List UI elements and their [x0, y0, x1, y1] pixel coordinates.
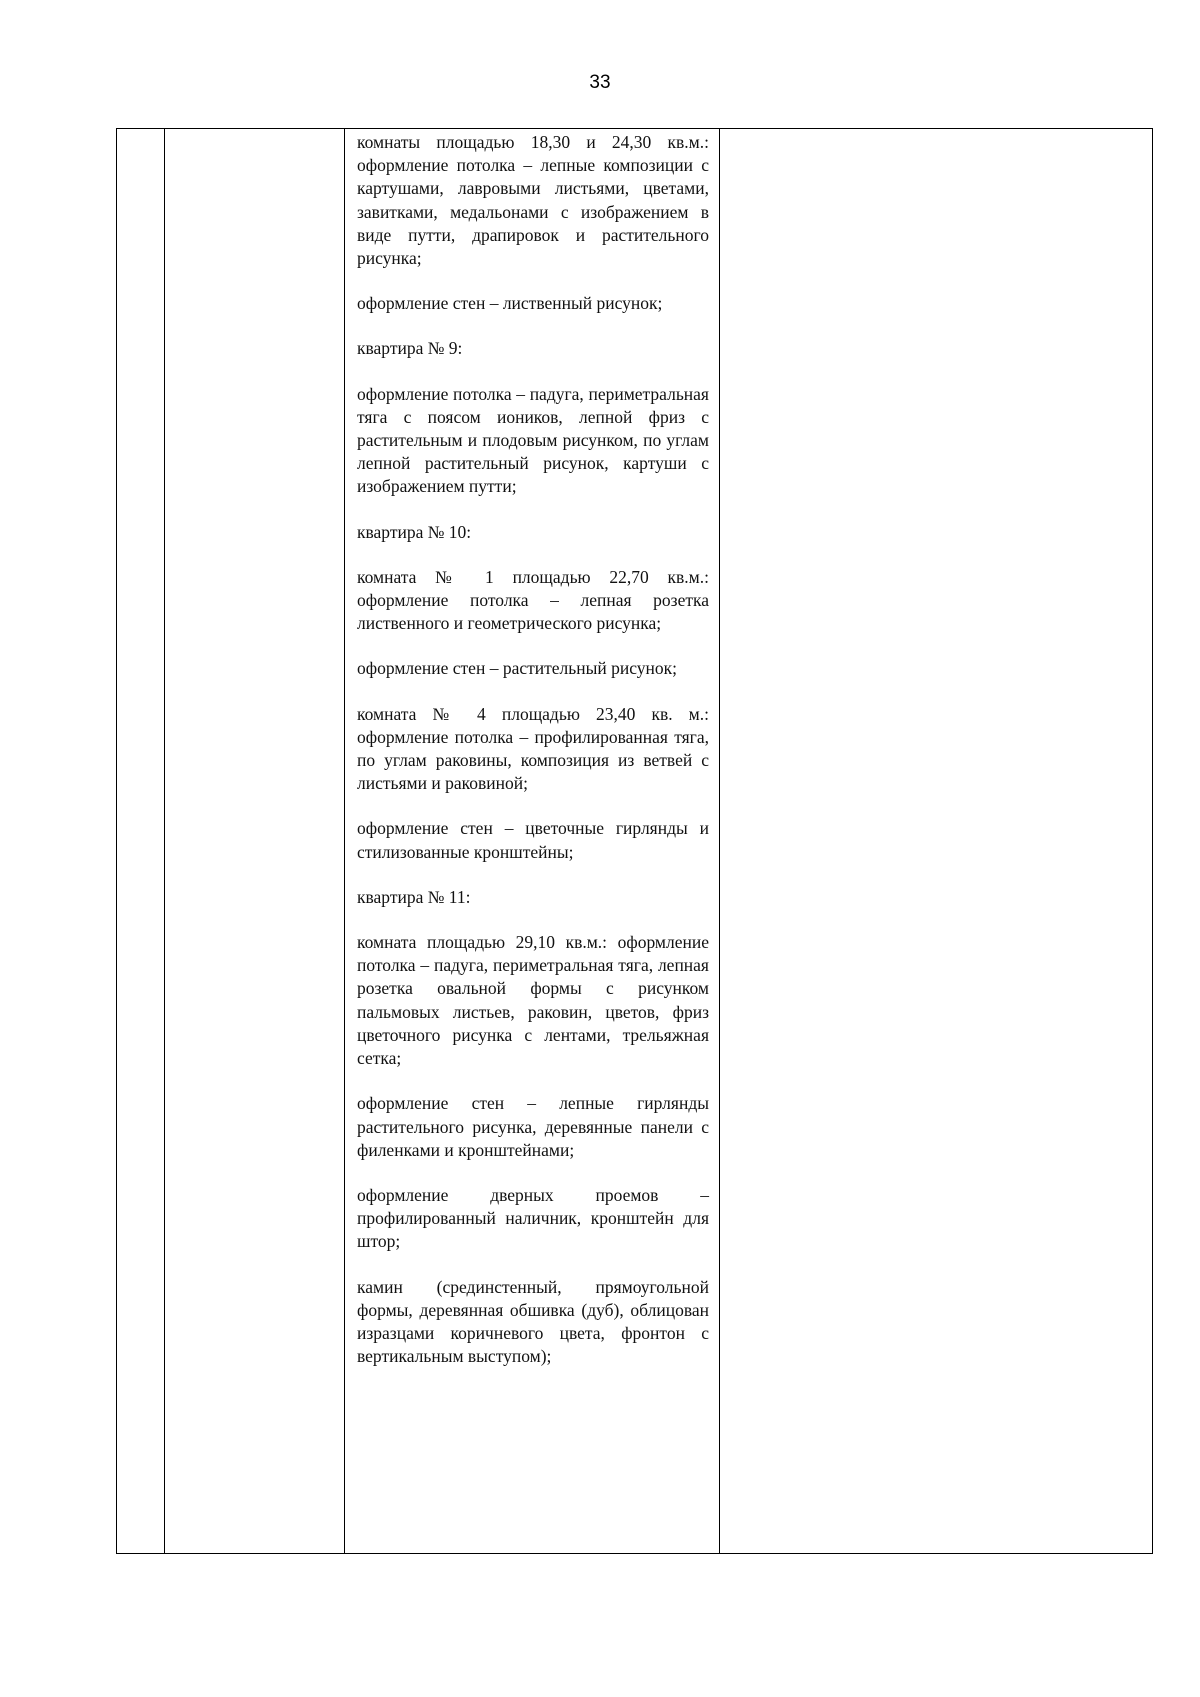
subject-entry: камин (срединстенный, прямоугольной формы, деревянная обшивка (дуб), облицован изразцами коричневого цвета, фронтон с вертикальным выступом);: [357, 1276, 709, 1367]
subject-entry: оформление стен – цветочные гирлянды и стилизованные кронштейны;: [357, 818, 709, 862]
apartment-heading: квартира № 10:: [357, 521, 472, 542]
subject-entry: оформление дверных проемов – профилированный наличник, кронштейн для штор;: [357, 1184, 709, 1252]
subject-entry: оформление стен – лиственный рисунок;: [357, 293, 663, 314]
subject-entry: комната площадью 29,10 кв.м.: оформление потолка – падуга, периметральная тяга, лепная розетка овальной формы с рисунком пальмовых листьев, раковин, цветов, фриз цветочного рисунка с лентами, трельяжная сетка;: [357, 932, 709, 1069]
apartment-heading: квартира № 9:: [357, 338, 463, 359]
subject-entry: оформление стен – растительный рисунок;: [357, 658, 677, 679]
subject-entry: оформление стен – лепные гирлянды растительного рисунка, деревянные панели с филенками и кронштейнами;: [357, 1093, 709, 1160]
page-number: 33: [589, 72, 611, 93]
table-cell-notes: [720, 129, 1152, 1553]
subject-entry: комната № 1 площадью 22,70 кв.м.: оформление потолка – лепная розетка лиственного и геометрического рисунка;: [357, 566, 709, 634]
table-cell-number: [117, 129, 165, 1553]
subject-entry: комната № 4 площадью 23,40 кв. м.: оформление потолка – профилированная тяга, по углам раковины, композиция из ветвей с листьями и раковиной;: [357, 703, 709, 794]
table-cell-subject: [345, 129, 720, 1553]
table-cell-name: [165, 129, 345, 1553]
register-table: [116, 128, 1153, 1554]
subject-entry: оформление потолка – падуга, периметральная тяга с поясом иоников, лепной фриз с растительным и плодовым рисунком, по углам лепной растительный рисунок, картуши с изображением путти;: [357, 383, 709, 497]
apartment-heading: квартира № 11:: [357, 886, 471, 907]
subject-entry: комнаты площадью 18,30 и 24,30 кв.м.: оформление потолка – лепные композиции с картушами, лавровыми листьями, цветами, завитками, медальонами с изображением в виде путти, драпировок и растительного рисунка;: [357, 132, 709, 269]
